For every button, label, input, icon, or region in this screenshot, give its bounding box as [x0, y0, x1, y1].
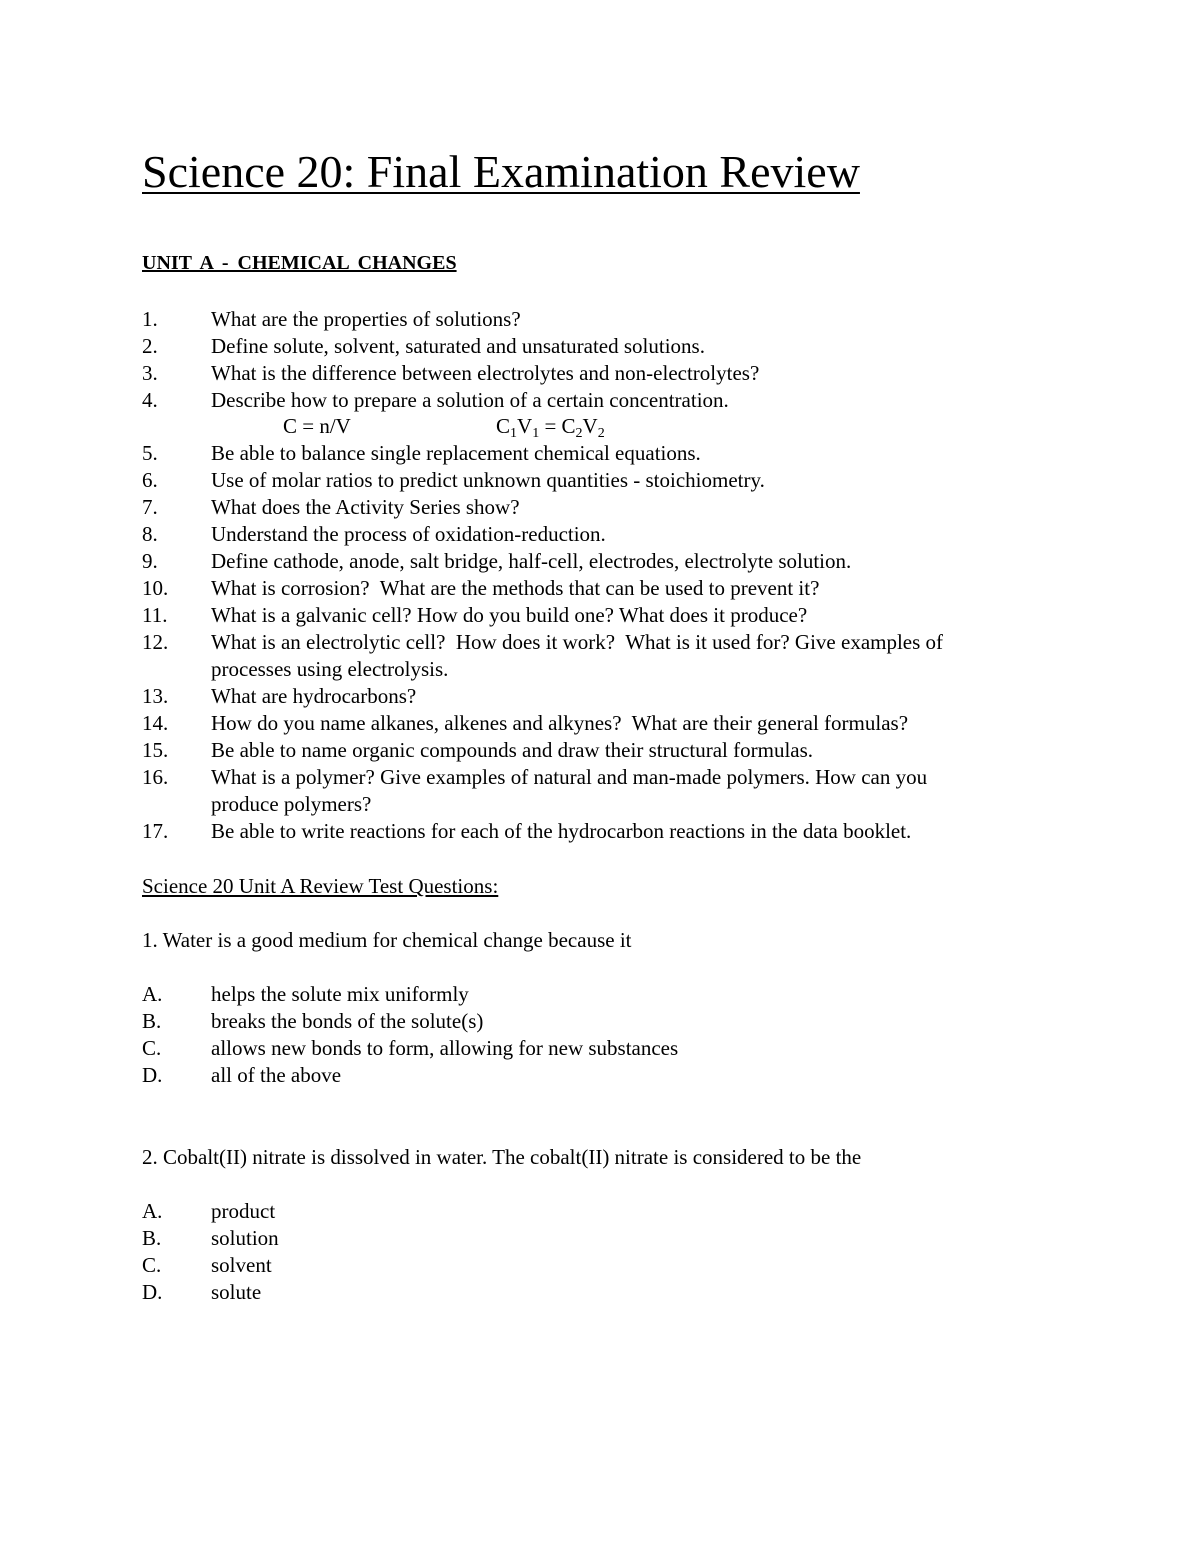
review-item-text: Describe how to prepare a solution of a certain concentration. [211, 388, 729, 412]
review-item-text-continued: produce polymers? [211, 792, 372, 816]
item-number: 15. [142, 738, 169, 762]
item-number: 6. [142, 468, 158, 492]
option-letter: A. [142, 982, 163, 1006]
review-item-text: What is corrosion? What are the methods that can be used to prevent it? [211, 576, 820, 600]
item-number: 8. [142, 522, 158, 546]
review-item-text: Be able to balance single replacement chemical equations. [211, 441, 701, 465]
review-item-text: Understand the process of oxidation-reduction. [211, 522, 606, 546]
item-number: 10. [142, 576, 169, 600]
page-title: Science 20: Final Examination Review [142, 146, 860, 197]
review-item-text: Be able to name organic compounds and draw their structural formulas. [211, 738, 814, 762]
option-text: solvent [211, 1253, 272, 1277]
item-number: 9. [142, 549, 158, 573]
option-letter: D. [142, 1280, 163, 1304]
option-text: breaks the bonds of the solute(s) [211, 1009, 484, 1033]
review-item-text: What are hydrocarbons? [211, 684, 417, 708]
item-number: 17. [142, 819, 169, 843]
concentration-formula: C = n/V [283, 414, 351, 438]
option-letter: C. [142, 1253, 162, 1277]
review-item-text: Use of molar ratios to predict unknown quantities - stoichiometry. [211, 468, 765, 492]
question-stem: 1. Water is a good medium for chemical change because it [142, 928, 632, 952]
option-letter: D. [142, 1063, 163, 1087]
review-item-text: Define cathode, anode, salt bridge, half-cell, electrodes, electrolyte solution. [211, 549, 852, 573]
review-item-text-continued: processes using electrolysis. [211, 657, 449, 681]
item-number: 11. [142, 603, 168, 627]
option-text: solute [211, 1280, 262, 1304]
item-number: 12. [142, 630, 169, 654]
item-number: 14. [142, 711, 169, 735]
dilution-formula: $C_1V_1 = C_2V_2$ [496, 414, 605, 441]
option-letter: B. [142, 1009, 162, 1033]
item-number: 4. [142, 388, 158, 412]
option-text: helps the solute mix uniformly [211, 982, 469, 1006]
question-stem: 2. Cobalt(II) nitrate is dissolved in water. The cobalt(II) nitrate is considered to be the [142, 1145, 862, 1169]
item-number: 5. [142, 441, 158, 465]
review-item-text: How do you name alkanes, alkenes and alkynes? What are their general formulas? [211, 711, 909, 735]
review-item-text: What is a galvanic cell? How do you build one? What does it produce? [211, 603, 808, 627]
review-item-text: What does the Activity Series show? [211, 495, 520, 519]
test-questions-heading: Science 20 Unit A Review Test Questions: [142, 874, 499, 898]
review-item-text: What are the properties of solutions? [211, 307, 521, 331]
option-text: solution [211, 1226, 279, 1250]
item-number: 13. [142, 684, 169, 708]
review-item-text: What is the difference between electrolytes and non-electrolytes? [211, 361, 760, 385]
item-number: 3. [142, 361, 158, 385]
option-letter: B. [142, 1226, 162, 1250]
option-letter: A. [142, 1199, 163, 1223]
review-item-text: Be able to write reactions for each of the hydrocarbon reactions in the data booklet. [211, 819, 912, 843]
review-item-text: Define solute, solvent, saturated and unsaturated solutions. [211, 334, 705, 358]
item-number: 7. [142, 495, 158, 519]
option-text: product [211, 1199, 276, 1223]
item-number: 16. [142, 765, 169, 789]
option-letter: C. [142, 1036, 162, 1060]
review-item-text: What is an electrolytic cell? How does it work? What is it used for? Give examples of [211, 630, 944, 654]
item-number: 1. [142, 307, 158, 331]
option-text: all of the above [211, 1063, 342, 1087]
unit-heading: UNIT A - CHEMICAL CHANGES [142, 252, 457, 274]
option-text: allows new bonds to form, allowing for new substances [211, 1036, 679, 1060]
item-number: 2. [142, 334, 158, 358]
review-item-text: What is a polymer? Give examples of natural and man-made polymers. How can you [211, 765, 928, 789]
